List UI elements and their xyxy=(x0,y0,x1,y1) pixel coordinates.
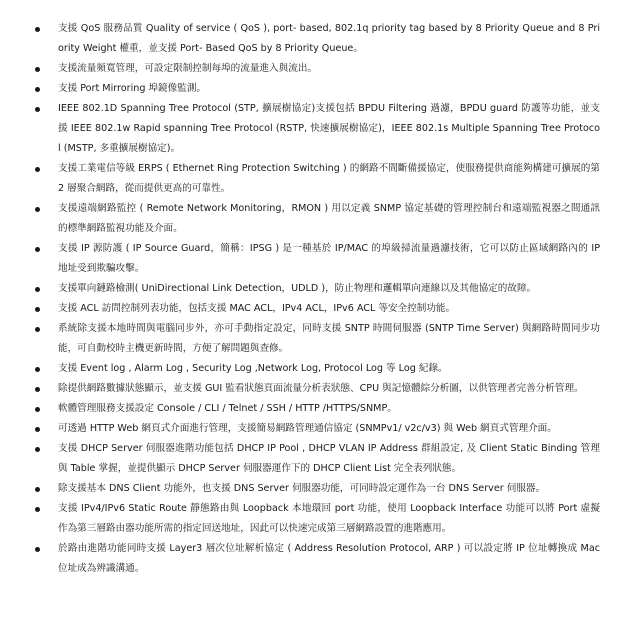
bullet-icon xyxy=(35,247,40,252)
bullet-icon xyxy=(35,67,40,72)
list-item-text: 支援工業電信等級 ERPS ( Ethernet Ring Protection Switching ) 的網路不間斷備援協定，使服務提供商能夠構建可擴展的第 2 層聚合網路，從而提供更高的可靠性。 xyxy=(58,163,600,194)
list-item xyxy=(34,419,600,439)
bullet-icon xyxy=(35,507,40,512)
bullet-icon xyxy=(35,87,40,92)
list-item-text: 系統除支援本地時間與電腦同步外，亦可手動指定設定，同時支援 SNTP 時間伺服器 (SNTP Time Server) 與網路時間同步功能，可自動校時主機更新時間，方便了解問題與查修。 xyxy=(58,323,600,354)
list-item xyxy=(34,19,600,59)
bullet-icon xyxy=(35,207,40,212)
list-item xyxy=(34,239,600,279)
list-item xyxy=(34,279,600,299)
bullet-icon xyxy=(35,387,40,392)
list-item-text: 支援 ACL 訪問控制列表功能，包括支援 MAC ACL，IPv4 ACL，IPv6 ACL 等安全控制功能。 xyxy=(58,303,456,314)
list-item xyxy=(34,379,600,399)
list-item-text: 可透過 HTTP Web 網頁式介面進行管理，支援簡易網路管理通信協定 (SNMPv1/ v2c/v3) 與 Web 網頁式管理介面。 xyxy=(58,423,557,434)
list-item-text: 支援 IP 源防護 ( IP Source Guard，簡稱：IPSG ) 是一種基於 IP/MAC 的埠級掃流量過濾技術，它可以防止區域網路內的 IP 地址受到欺騙攻擊。 xyxy=(58,243,600,274)
list-item-text: 支援流量頻寬管理，可設定限制控制每埠的流量進入與流出。 xyxy=(58,63,318,74)
list-item xyxy=(34,59,600,79)
list-item-text: 軟體管理服務支援設定 Console / CLI / Telnet / SSH / HTTP /HTTPS/SNMP。 xyxy=(58,403,397,414)
bullet-icon xyxy=(35,427,40,432)
list-item xyxy=(34,499,600,539)
list-item xyxy=(34,79,600,99)
bullet-icon xyxy=(35,547,40,552)
list-item xyxy=(34,319,600,359)
list-item-text: 除支援基本 DNS Client 功能外，也支援 DNS Server 伺服器功能，可同時設定運作為一台 DNS Server 伺服器。 xyxy=(58,483,546,494)
list-item xyxy=(34,479,600,499)
list-item-text: 支援 Event log , Alarm Log , Security Log ,Network Log, Protocol Log 等 Log 紀錄。 xyxy=(58,363,448,374)
feature-list xyxy=(34,19,600,579)
list-item-text: 支援單向鏈路檢測( UniDirectional Link Detection，UDLD )，防止物理和邏輯單向連線以及其他協定的故障。 xyxy=(58,283,537,294)
list-item-text: 支援 Port Mirroring 埠鏡像監測。 xyxy=(58,83,207,94)
bullet-icon xyxy=(35,447,40,452)
list-item-text: 支援 IPv4/IPv6 Static Route 靜態路由與 Loopback 本地環回 port 功能，使用 Loopback Interface 功能可以將 Port 虛擬作為第三層路由器功能所需的指定回送地址，因此可以快速完成第三層網路設置的進階應用。 xyxy=(58,503,600,534)
bullet-icon xyxy=(35,407,40,412)
list-item-text: IEEE 802.1D Spanning Tree Protocol (STP, 擴展樹協定)支援包括 BPDU Filtering 過濾，BPDU guard 防護等功能，並支援 IEEE 802.1w Rapid spanning Tree Protocol (RSTP, 快速擴展樹協定)，IEEE 802.1s Multiple Spanning Tree Protocol (MSTP, 多重擴展樹協定)。 xyxy=(58,103,600,154)
list-item xyxy=(34,159,600,199)
list-item xyxy=(34,359,600,379)
bullet-icon xyxy=(35,287,40,292)
bullet-icon xyxy=(35,107,40,112)
list-item-text: 於路由進階功能同時支援 Layer3 層次位址解析協定 ( Address Resolution Protocol, ARP ) 可以設定將 IP 位址轉換成 Mac 位址成為辨識溝通。 xyxy=(58,543,600,574)
bullet-icon xyxy=(35,167,40,172)
list-item-text: 除提供網路數據狀態顯示，並支援 GUI 監看狀態頁面流量分析表狀態、CPU 與記憶體綜分析圖，以供管理者完善分析管理。 xyxy=(58,383,584,394)
bullet-icon xyxy=(35,27,40,32)
list-item xyxy=(34,99,600,159)
list-item xyxy=(34,439,600,479)
bullet-icon xyxy=(35,307,40,312)
list-item-text: 支援 QoS 服務品質 Quality of service ( QoS ), port- based, 802.1q priority tag based by 8 Priority Queue and 8 Priority Weight 權重，並支援 Port- Based QoS by 8 Priority Queue。 xyxy=(58,23,600,54)
list-item xyxy=(34,199,600,239)
list-item-text: 支援遠端網路監控 ( Remote Network Monitoring，RMON ) 用以定義 SNMP 協定基礎的管理控制台和遠端監視器之間通訊的標準網路監視功能及介面。 xyxy=(58,203,600,234)
bullet-icon xyxy=(35,327,40,332)
list-item xyxy=(34,539,600,579)
list-item xyxy=(34,299,600,319)
list-item-text: 支援 DHCP Server 伺服器進階功能包括 DHCP IP Pool , DHCP VLAN IP Address 群組設定, 及 Client Static Binding 管理與 Table 掌握，並提供顯示 DHCP Server 伺服器運作下的 DHCP Client List 完全表列狀態。 xyxy=(58,443,600,474)
list-item xyxy=(34,399,600,419)
bullet-icon xyxy=(35,367,40,372)
bullet-icon xyxy=(35,487,40,492)
